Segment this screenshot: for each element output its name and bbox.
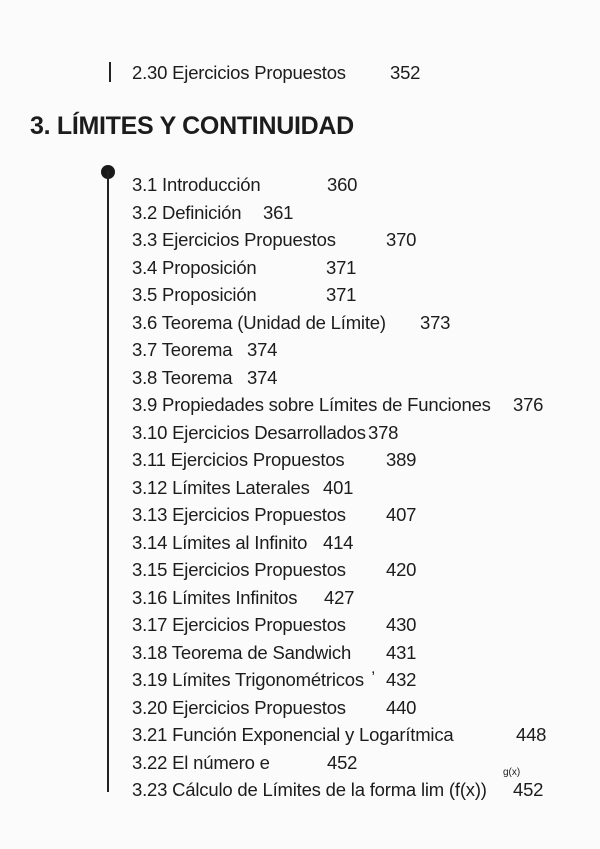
entry-title: 3.10 Ejercicios Desarrollados [132, 421, 366, 443]
entry-title: 3.15 Ejercicios Propuestos [132, 559, 346, 580]
entry-title: 3.22 El número e [132, 751, 270, 773]
stray-comma: , [371, 660, 376, 677]
entry-page: 452 [327, 751, 358, 773]
toc-entry [132, 751, 358, 774]
toc-entry [132, 531, 354, 554]
toc-entry [132, 586, 355, 609]
entry-page: 376 [513, 394, 544, 415]
superscript-gx: g(x) [503, 767, 521, 778]
entry-page: 448 [516, 724, 547, 745]
entry-page: 401 [323, 476, 354, 498]
entry-title: 2.30 Ejercicios Propuestos [132, 62, 346, 83]
entry-title: 3.20 Ejercicios Propuestos [132, 696, 346, 718]
toc-entry-2-30 [132, 62, 421, 84]
entry-page: 420 [386, 559, 417, 580]
entry-page: 371 [326, 284, 357, 305]
entry-page: 427 [324, 586, 355, 608]
entry-title: 3.7 Teorema [132, 339, 233, 360]
chapter-heading: 3. LÍMITES Y CONTINUIDAD [30, 112, 354, 140]
entry-page: 430 [386, 614, 417, 635]
entry-page: 374 [247, 366, 278, 388]
toc-entry [132, 669, 417, 691]
toc-entry [132, 284, 357, 306]
entry-page: 378 [368, 421, 399, 443]
toc-entry [132, 174, 358, 196]
toc-entry [132, 779, 544, 801]
entry-page: 440 [386, 696, 417, 718]
toc-entry [132, 696, 417, 719]
toc-entry [132, 394, 544, 416]
entry-page: 352 [390, 62, 421, 83]
top-rule [109, 62, 111, 82]
entry-title: 3.14 Límites al Infinito [132, 531, 308, 553]
entry-title: 3.2 Definición [132, 201, 242, 223]
entry-title: 3.23 Cálculo de Límites de la forma lim (f(x)) [132, 779, 487, 800]
entry-page: 361 [263, 201, 294, 223]
toc-vertical-rule [107, 170, 109, 792]
toc-entry [132, 421, 399, 444]
entry-page: 371 [326, 256, 357, 278]
entry-title: 3.19 Límites Trigonométricos [132, 669, 364, 690]
entry-title: 3.21 Función Exponencial y Logarítmica [132, 724, 454, 745]
toc-entry [132, 339, 278, 361]
toc-entry [132, 641, 417, 664]
entry-page: 407 [386, 504, 417, 525]
entry-title: 3.1 Introducción [132, 174, 261, 195]
entry-title: 3.6 Teorema (Unidad de Límite) [132, 311, 386, 333]
toc-entry [132, 559, 417, 581]
entry-page: 452 [513, 779, 544, 800]
entry-title: 3.16 Límites Infinitos [132, 586, 298, 608]
toc-entry [132, 311, 451, 334]
entry-page: 370 [386, 229, 417, 250]
entry-page: 431 [386, 641, 417, 663]
toc-entry [132, 504, 417, 526]
toc-entry [132, 724, 547, 746]
entry-page: 389 [386, 449, 417, 470]
toc-entry [132, 256, 357, 279]
toc-entry [132, 229, 417, 251]
entry-title: 3.12 Límites Laterales [132, 476, 310, 498]
entry-title: 3.4 Proposición [132, 256, 257, 278]
entry-title: 3.5 Proposición [132, 284, 257, 305]
toc-entry [132, 366, 278, 389]
entry-title: 3.3 Ejercicios Propuestos [132, 229, 336, 250]
entry-title: 3.8 Teorema [132, 366, 233, 388]
entry-title: 3.18 Teorema de Sandwich [132, 641, 352, 663]
entry-title: 3.9 Propiedades sobre Límites de Funciones [132, 394, 491, 415]
entry-page: 360 [327, 174, 358, 195]
entry-title: 3.11 Ejercicios Propuestos [132, 449, 345, 470]
entry-page: 374 [247, 339, 278, 360]
toc-entry [132, 476, 354, 499]
entry-page: 373 [420, 311, 451, 333]
entry-title: 3.17 Ejercicios Propuestos [132, 614, 346, 635]
toc-entry [132, 201, 294, 224]
toc-entry [132, 449, 417, 471]
entry-page: 432 [386, 669, 417, 690]
entry-title: 3.13 Ejercicios Propuestos [132, 504, 346, 525]
toc-entry [132, 614, 417, 636]
entry-page: 414 [323, 531, 354, 553]
